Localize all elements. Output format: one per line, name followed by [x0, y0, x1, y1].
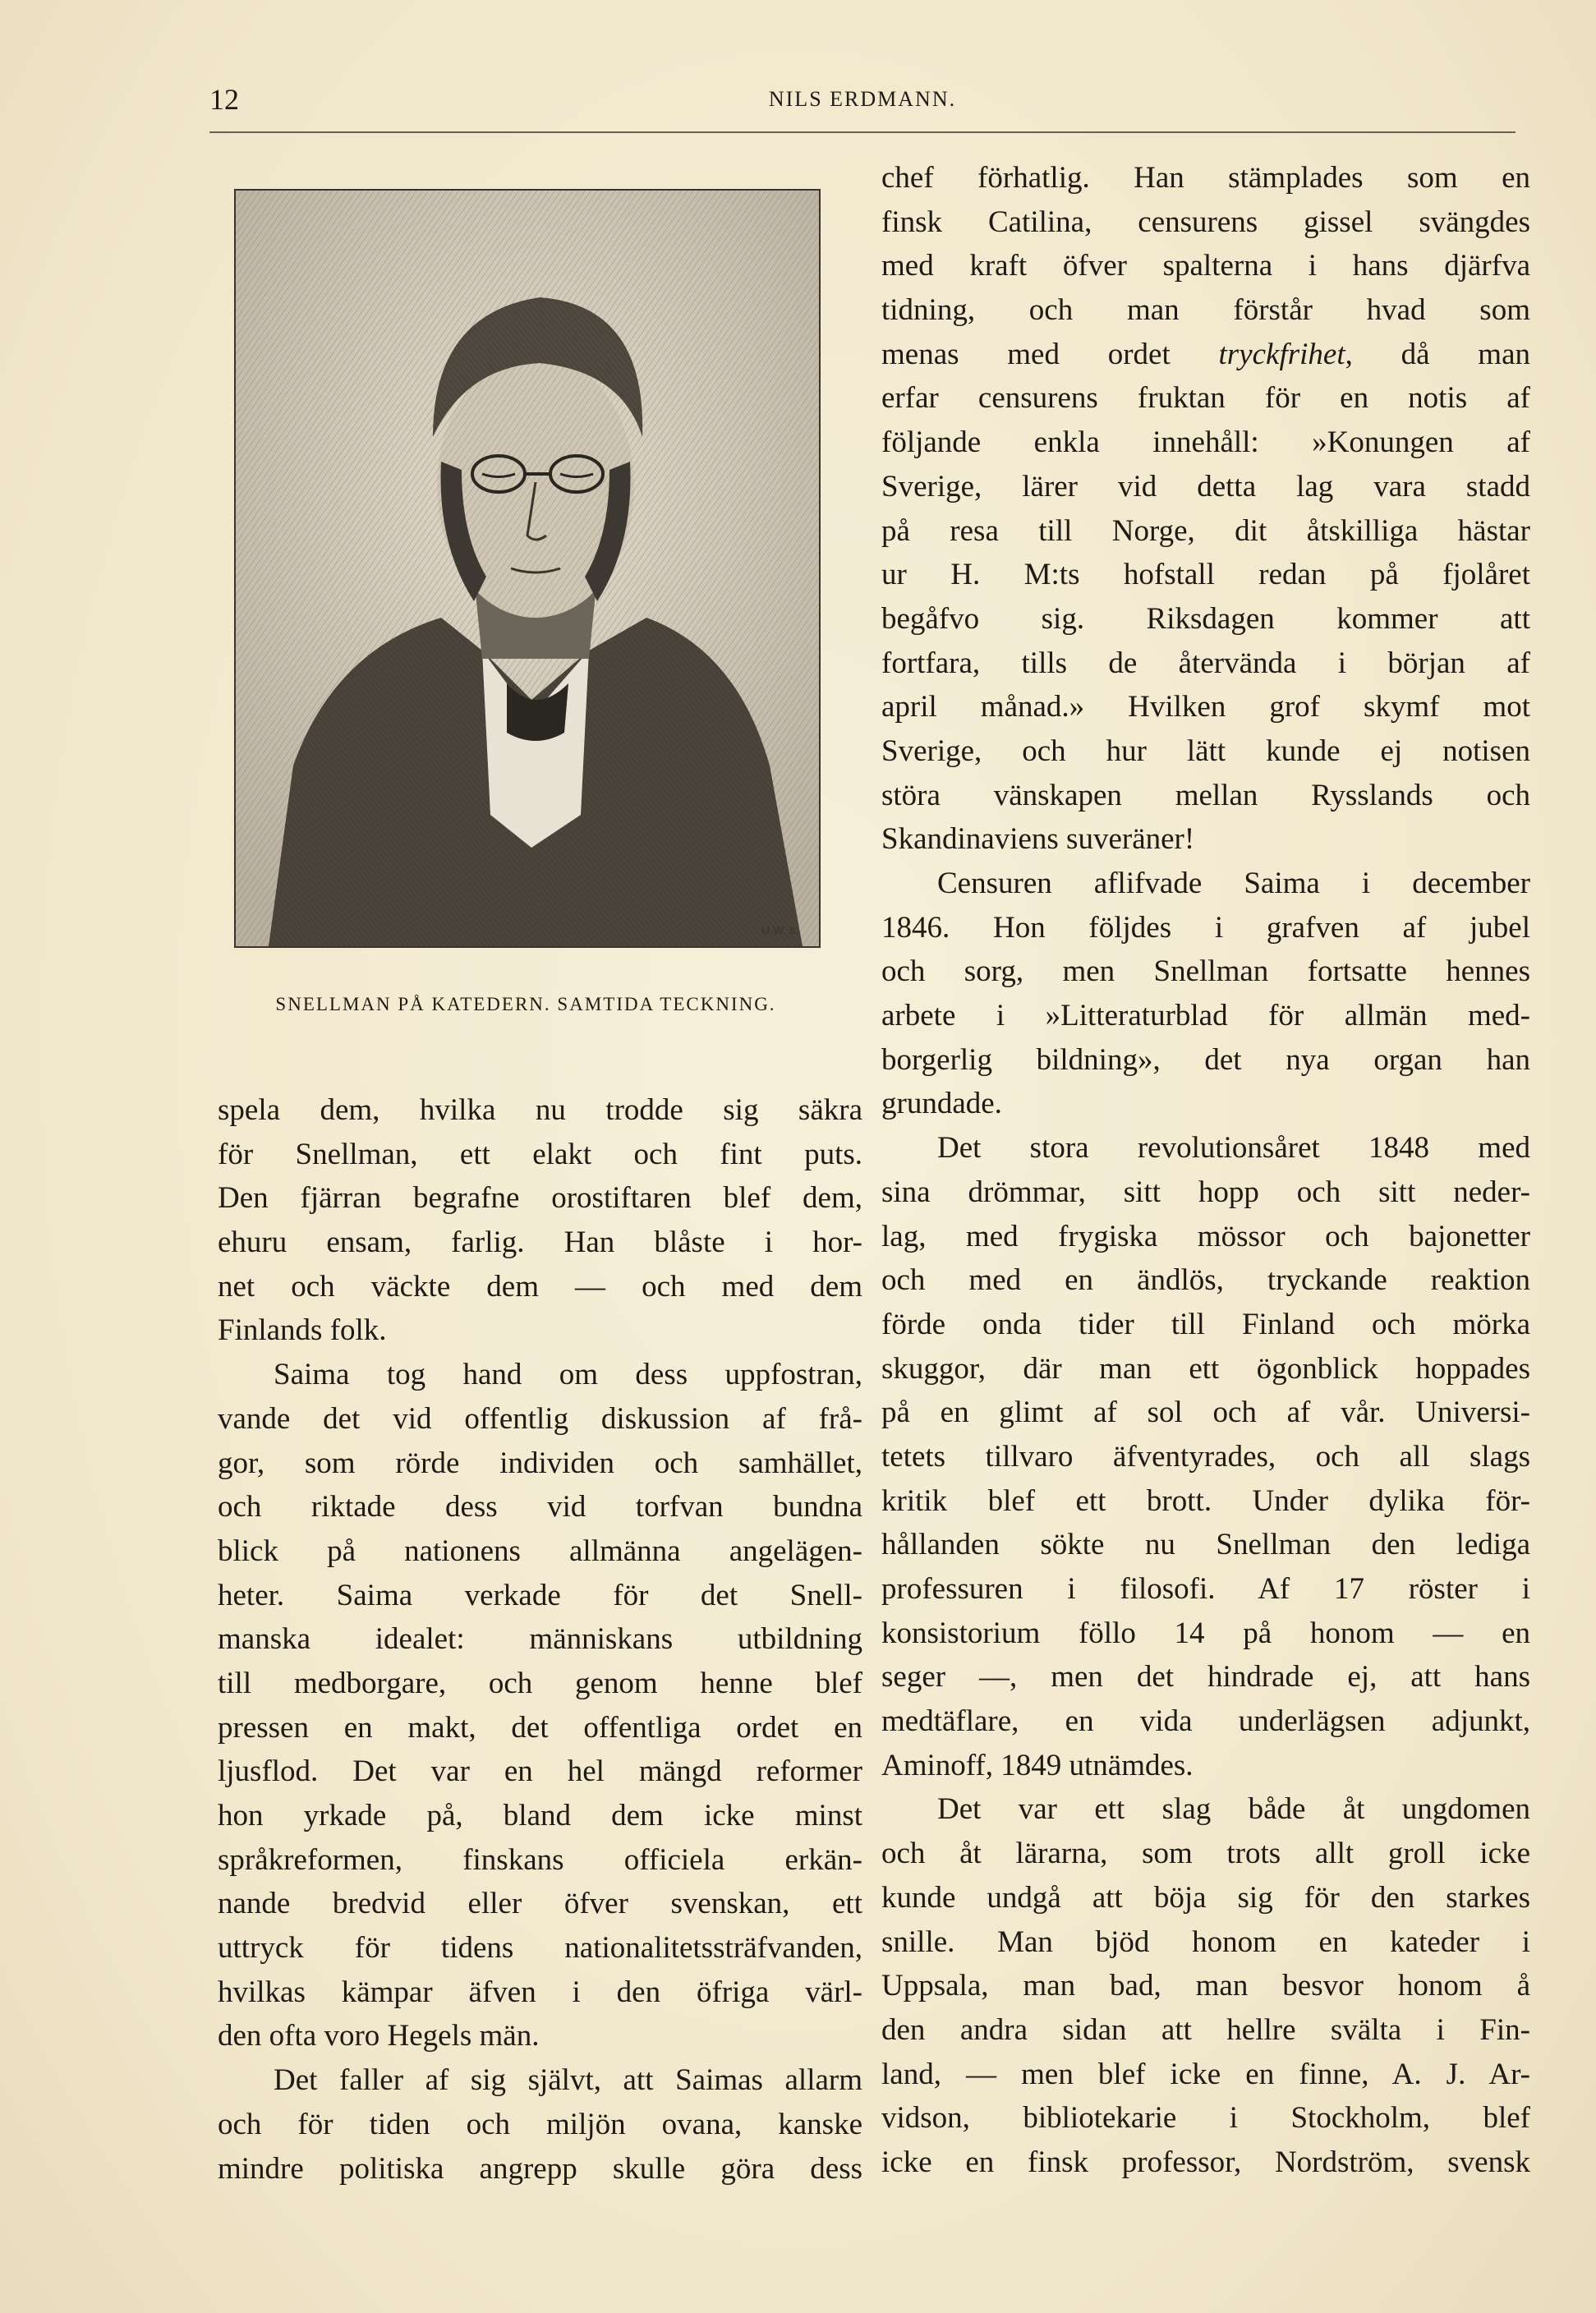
text-line: hållanden sökte nu Snellman den lediga: [881, 1528, 1530, 1562]
text-line: blick på nationens allmänna angelägen-: [218, 1534, 862, 1568]
text-line: språkreformen, finskans officiela erkän-: [218, 1842, 862, 1877]
text-line: kunde undgå att böja sig för den starkes: [881, 1880, 1530, 1915]
text-line: och med en ändlös, tryckande reaktion: [881, 1263, 1530, 1298]
text-line: heter. Saima verkade för det Snell-: [218, 1578, 862, 1612]
text-line: kritik blef ett brott. Under dylika för-: [881, 1483, 1530, 1518]
emphasized-word: tryckfrihet: [1218, 337, 1345, 371]
text-line: störa vänskapen mellan Rysslands och: [881, 778, 1530, 812]
text-line: Aminoff, 1849 utnämdes.: [881, 1748, 1194, 1782]
text-line: Finlands folk.: [218, 1313, 387, 1348]
text-line: och åt lärarna, som trots allt groll icke: [881, 1837, 1530, 1871]
text-line: till medborgare, och genom henne blef: [218, 1666, 862, 1700]
text-line: och för tiden och miljön ovana, kanske: [218, 2107, 862, 2141]
text-line: april månad.» Hvilken grof skymf mot: [881, 690, 1530, 724]
text-fragment: menas med ordet: [881, 337, 1219, 371]
text-line: följande enkla innehåll: »Konungen af: [881, 425, 1530, 460]
text-line: tidning, och man förstår hvad som: [881, 293, 1530, 328]
text-line: på resa till Norge, dit åtskilliga hästar: [881, 513, 1530, 548]
text-line: hvilkas kämpar äfven i den öfriga värl-: [218, 1975, 862, 2009]
figure-caption: SNELLMAN PÅ KATEDERN. SAMTIDA TECKNING.: [275, 994, 776, 1014]
text-line: ur H. M:ts hofstall redan på fjolåret: [881, 558, 1530, 592]
text-line: för Snellman, ett elakt och fint puts.: [218, 1137, 862, 1171]
text-line: förde onda tider till Finland och mörka: [881, 1307, 1530, 1341]
text-line: 1846. Hon följdes i grafven af jubel: [881, 910, 1530, 945]
text-line: arbete i »Litteraturblad för allmän med-: [881, 999, 1530, 1033]
text-line: Den fjärran begrafne orostiftaren blef dem,: [218, 1181, 862, 1216]
text-line: spela dem, hvilka nu trodde sig säkra: [218, 1093, 862, 1127]
text-line: sina drömmar, sitt hopp och sitt neder-: [881, 1175, 1530, 1209]
text-line: uttryck för tidens nationalitetssträfvanden,: [218, 1931, 862, 1966]
text-line: nande bredvid eller öfver svenskan, ett: [218, 1887, 862, 1921]
text-line: Skandinaviens suveräner!: [881, 822, 1195, 857]
text-line: fortfara, tills de återvända i början af: [881, 646, 1530, 680]
text-line-with-emphasis: [881, 333, 1530, 377]
portrait-drawing: [236, 191, 819, 946]
text-line: finsk Catilina, censurens gissel svängdes: [881, 205, 1530, 239]
text-line: tetets tillvaro äfventyrades, och all slags: [881, 1439, 1530, 1474]
text-line: den andra sidan att hellre svälta i Fin-: [881, 2012, 1530, 2047]
text-line: konsistorium föllo 14 på honom — en: [881, 1616, 1530, 1650]
text-line: lag, med frygiska mössor och bajonetter: [881, 1219, 1530, 1253]
text-line: professuren i filosofi. Af 17 röster i: [881, 1572, 1530, 1606]
text-line: och riktade dess vid torfvan bundna: [218, 1490, 862, 1524]
text-line: net och väckte dem — och med dem: [218, 1269, 862, 1304]
text-line: och sorg, men Snellman fortsatte hennes: [881, 954, 1530, 989]
illustrator-signature: U.W. s.: [761, 923, 799, 936]
text-line: Saima tog hand om dess uppfostran,: [274, 1358, 862, 1392]
text-line: manska idealet: människans utbildning: [218, 1622, 862, 1657]
text-line: hon yrkade på, bland dem icke minst: [218, 1799, 862, 1832]
text-line: Uppsala, man bad, man besvor honom å: [881, 1969, 1530, 2003]
text-line: den ofta voro Hegels män.: [218, 2019, 540, 2053]
text-line: snille. Man bjöd honom en kateder i: [881, 1924, 1530, 1959]
text-line: Censuren aflifvade Saima i december: [937, 867, 1530, 900]
text-line: seger —, men det hindrade ej, att hans: [881, 1660, 1530, 1695]
header-rule: [209, 131, 1516, 133]
text-line: Sverige, och hur lätt kunde ej notisen: [881, 733, 1530, 768]
page-header: [209, 82, 1516, 123]
text-line: Det var ett slag både åt ungdomen: [937, 1792, 1530, 1827]
text-line: medtäflare, en vida underlägsen adjunkt,: [881, 1704, 1530, 1739]
page-number: 12: [209, 83, 239, 116]
text-line: vidson, bibliotekarie i Stockholm, blef: [881, 2101, 1530, 2136]
running-head: NILS ERDMANN.: [768, 87, 957, 111]
portrait-illustration: [234, 189, 821, 948]
text-line: mindre politiska angrepp skulle göra dess: [218, 2151, 862, 2186]
text-line: Det stora revolutionsåret 1848 med: [937, 1131, 1530, 1166]
text-line: ehuru ensam, farlig. Han blåste i hor-: [218, 1225, 862, 1260]
text-line: på en glimt af sol och af vår. Universi-: [881, 1396, 1530, 1430]
text-line: chef förhatlig. Han stämplades som en: [881, 161, 1530, 195]
text-line: skuggor, där man ett ögonblick hoppades: [881, 1351, 1530, 1386]
text-line: erfar censurens fruktan för en notis af: [881, 381, 1530, 416]
text-fragment: , då man: [1345, 337, 1531, 371]
text-line: Sverige, lärer vid detta lag vara stadd: [881, 469, 1530, 504]
text-line: grundade.: [881, 1087, 1002, 1121]
text-line: vande det vid offentlig diskussion af frå-: [218, 1401, 862, 1436]
left-text-column: [218, 1088, 862, 2191]
text-line: med kraft öfver spalterna i hans djärfva: [881, 249, 1530, 283]
text-line: land, — men blef icke en finne, A. J. Ar-: [881, 2057, 1530, 2091]
text-line: gor, som rörde individen och samhället,: [218, 1446, 862, 1480]
text-line: icke en finsk professor, Nordström, svensk: [881, 2145, 1530, 2179]
text-line: pressen en makt, det offentliga ordet en: [218, 1710, 862, 1745]
text-line: Det faller af sig självt, att Saimas allarm: [274, 2063, 862, 2098]
text-line: ljusflod. Det var en hel mängd reformer: [218, 1754, 862, 1789]
right-text-column: [881, 156, 1530, 2185]
text-line: begåfvo sig. Riksdagen kommer att: [881, 601, 1530, 636]
text-line: borgerlig bildning», det nya organ han: [881, 1042, 1530, 1077]
